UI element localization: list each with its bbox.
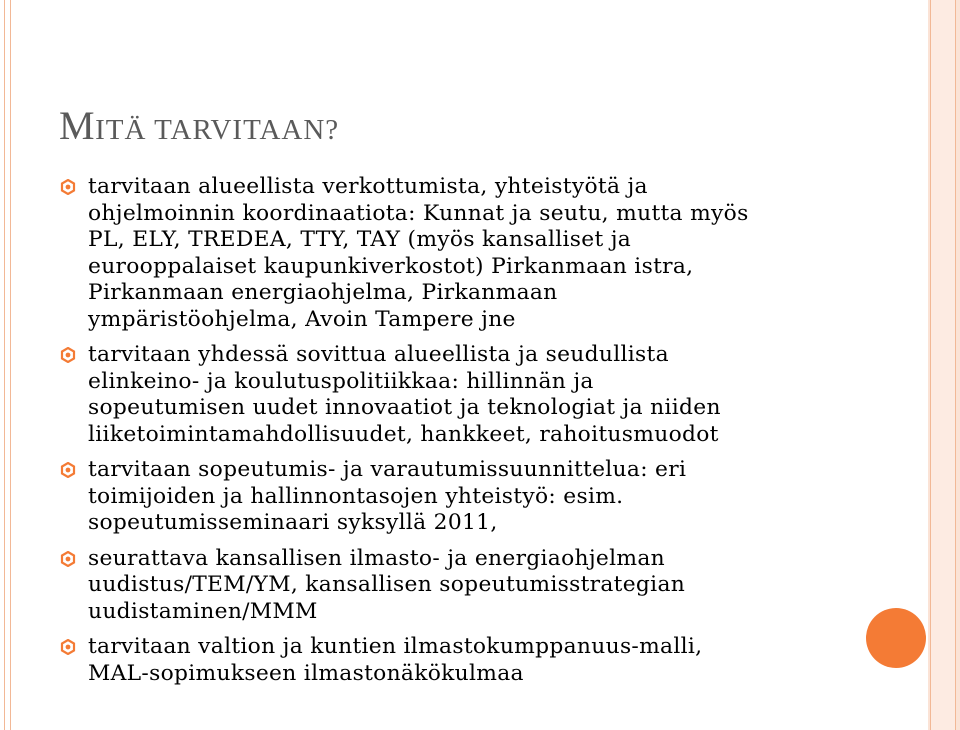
bullet-text: tarvitaan yhdessä sovittua alueellista ja seudullista elinkeino- ja koulutuspolitiikkaa: hillinnän ja sopeutumisen uudet innovaatiot ja teknologiat ja niiden liiketoimintamahdollisuudet, hankkeet, rahoitusmuodot bbox=[88, 342, 721, 447]
bullet-text: tarvitaan valtion ja kuntien ilmastokumppanuus-malli, MAL-sopimukseen ilmastonäkökulmaa bbox=[88, 634, 703, 686]
list-item bbox=[60, 342, 800, 448]
left-border-decoration bbox=[4, 0, 11, 730]
orange-circle-decoration bbox=[866, 608, 926, 668]
bullet-text: tarvitaan sopeutumis- ja varautumissuunnittelua: eri toimijoiden ja hallinnontasojen yhteistyö: esim. sopeutumisseminaari syksyllä 2011, bbox=[88, 457, 687, 535]
bullet-icon bbox=[60, 179, 76, 195]
bullet-text: tarvitaan alueellista verkottumista, yhteistyötä ja ohjelmoinnin koordinaatiota: Kunnat ja seutu, mutta myös PL, ELY, TREDEA, TTY, TAY (myös kansalliset ja eurooppalaiset kaupunkiverkostot) Pirkanmaan istra, Pirkanmaan energiaohjelma, Pirkanmaan ympäristöohjelma, Avoin Tampere jne bbox=[88, 174, 749, 332]
slide-title-initial: M bbox=[59, 103, 96, 148]
bullet-icon bbox=[60, 551, 76, 567]
right-border-decoration bbox=[928, 0, 960, 730]
bullet-list bbox=[60, 174, 800, 696]
list-item bbox=[60, 174, 800, 333]
slide-title bbox=[59, 104, 339, 152]
bullet-icon bbox=[60, 639, 76, 655]
bullet-icon bbox=[60, 462, 76, 478]
list-item bbox=[60, 634, 800, 687]
bullet-icon bbox=[60, 347, 76, 363]
slide-title-rest: ITÄ TARVITAAN? bbox=[95, 114, 340, 146]
bullet-text: seurattava kansallisen ilmasto- ja energiaohjelman uudistus/TEM/YM, kansallisen sopeutumisstrategian uudistaminen/MMM bbox=[88, 545, 686, 624]
list-item bbox=[60, 546, 800, 626]
list-item bbox=[60, 457, 800, 537]
